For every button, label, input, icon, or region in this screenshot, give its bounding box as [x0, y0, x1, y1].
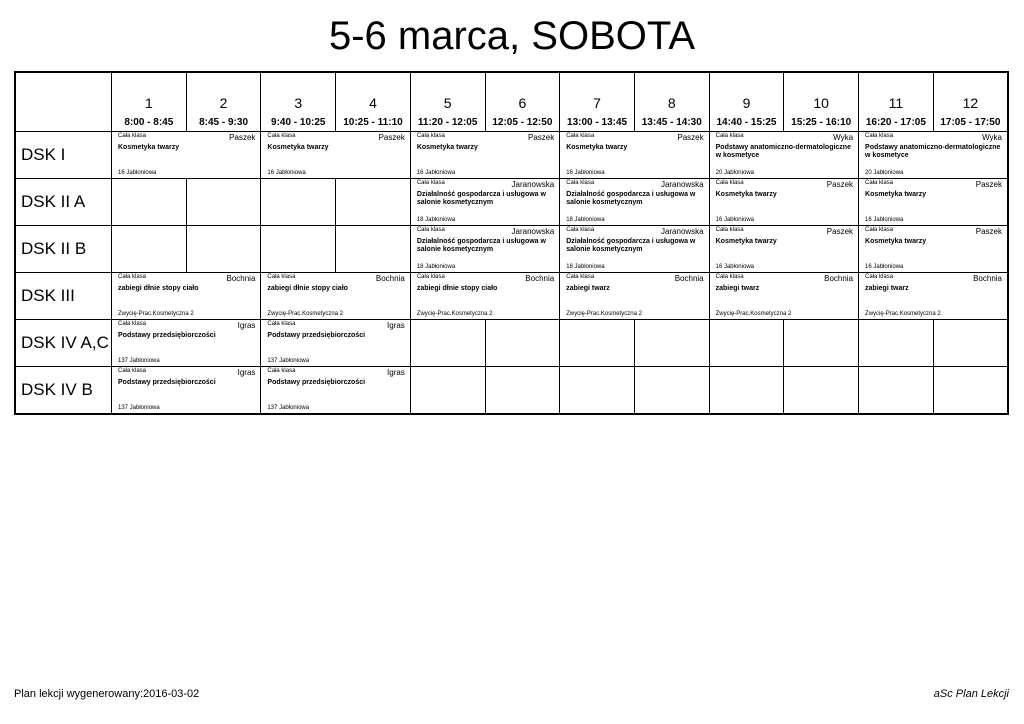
lesson-teacher: Wyka — [833, 133, 854, 142]
lesson-room: 18 Jabłoniowa — [566, 217, 605, 223]
lesson-room: Zwycię-Prac.Kosmetyczna 2 — [416, 311, 493, 317]
lesson-subject: zabiegi dłnie stopy ciało — [416, 285, 498, 292]
lesson-group: Cała klasa — [715, 274, 744, 280]
period-time: 13:45 - 14:30 — [641, 117, 702, 128]
lesson-room: Zwycię-Prac.Kosmetyczna 2 — [865, 311, 941, 317]
period-number: 12 — [962, 95, 979, 111]
period-number: 7 — [593, 95, 601, 111]
period-number: 2 — [219, 95, 228, 111]
page-title: 5-6 marca, SOBOTA — [328, 14, 695, 58]
lesson-teacher: Jaranowska — [511, 180, 555, 189]
period-header-3 — [261, 72, 336, 132]
lesson-subject: Działalność gospodarcza i usługowa w salonie kosmetycznym — [416, 238, 546, 253]
lesson-teacher: Igras — [387, 368, 405, 377]
empty-slot — [709, 367, 784, 415]
lesson-teacher: Igras — [237, 368, 256, 377]
period-header-1 — [112, 72, 187, 132]
class-row — [15, 367, 1008, 415]
empty-slot — [634, 320, 709, 367]
empty-slot — [410, 367, 485, 415]
lesson-room: 16 Jabłoniowa — [267, 170, 306, 176]
period-number: 11 — [888, 95, 904, 111]
period-header-9 — [709, 72, 784, 132]
class-name: DSK III — [15, 273, 112, 320]
lesson-room: Zwycię-Prac.Kosmetyczna 2 — [118, 311, 194, 317]
lesson-group: Cała klasa — [566, 180, 595, 186]
lesson-group: Cała klasa — [267, 133, 296, 139]
lesson-subject: Kosmetyka twarzy — [865, 191, 927, 198]
lesson-cell[interactable] — [410, 226, 559, 273]
empty-slot — [933, 367, 1008, 415]
lesson-subject: Podstawy anatomiczno-dermatologiczne w kosmetyce — [865, 144, 1001, 159]
period-time: 8:00 - 8:45 — [124, 117, 174, 128]
lesson-subject: Kosmetyka twarzy — [416, 144, 478, 151]
lesson-teacher: Bochnia — [525, 274, 555, 283]
lesson-teacher: Paszek — [975, 227, 1002, 236]
period-time: 15:25 - 16:10 — [791, 117, 852, 128]
lesson-cell[interactable] — [261, 273, 410, 320]
lesson-room: 16 Jabłoniowa — [416, 170, 456, 176]
empty-slot — [859, 367, 934, 415]
period-time: 11:20 - 12:05 — [417, 117, 478, 128]
lesson-teacher: Paszek — [975, 180, 1002, 189]
lesson-teacher: Bochnia — [973, 274, 1002, 283]
empty-slot — [634, 367, 709, 415]
empty-slot — [261, 179, 336, 226]
period-time: 13:00 - 13:45 — [567, 117, 628, 128]
lesson-room: Zwycię-Prac.Kosmetyczna 2 — [267, 311, 344, 317]
lesson-cell[interactable] — [709, 273, 858, 320]
lesson-group: Cała klasa — [267, 368, 296, 374]
lesson-teacher: Bochnia — [226, 274, 256, 283]
lesson-cell[interactable] — [112, 273, 261, 320]
lesson-cell[interactable] — [709, 179, 858, 226]
lesson-cell[interactable] — [112, 132, 261, 179]
lesson-teacher: Wyka — [982, 133, 1002, 142]
empty-slot — [485, 367, 560, 415]
class-row — [15, 320, 1008, 367]
lesson-subject: zabiegi twarz — [865, 285, 909, 292]
lesson-room: 16 Jabłoniowa — [865, 217, 904, 223]
lesson-subject: zabiegi twarz — [715, 285, 760, 292]
lesson-group: Cała klasa — [865, 274, 894, 280]
lesson-room: 16 Jabłoniowa — [715, 217, 754, 223]
lesson-subject: Działalność gospodarcza i usługowa w salonie kosmetycznym — [566, 191, 696, 206]
class-name: DSK IV B — [15, 367, 112, 415]
empty-slot — [933, 320, 1008, 367]
lesson-teacher: Igras — [387, 321, 405, 330]
lesson-teacher: Jaranowska — [660, 180, 704, 189]
empty-slot — [336, 226, 411, 273]
period-header-2 — [186, 72, 261, 132]
lesson-teacher: Bochnia — [375, 274, 405, 283]
lesson-subject: zabiegi dłnie stopy ciało — [118, 285, 199, 292]
lesson-teacher: Paszek — [229, 133, 256, 142]
class-name: DSK II A — [15, 179, 112, 226]
lesson-cell[interactable] — [859, 273, 1008, 320]
timetable-header-row — [15, 72, 1008, 132]
lesson-teacher: Paszek — [826, 227, 854, 236]
lesson-teacher: Paszek — [826, 180, 854, 189]
lesson-group: Cała klasa — [566, 133, 595, 139]
lesson-cell[interactable] — [560, 273, 709, 320]
lesson-room: 16 Jabłoniowa — [715, 264, 754, 270]
lesson-room: 20 Jabłoniowa — [865, 170, 904, 176]
period-header-6 — [485, 72, 560, 132]
lesson-room: 20 Jabłoniowa — [715, 170, 754, 176]
lesson-room: 137 Jabłoniowa — [118, 405, 160, 411]
lesson-cell[interactable] — [112, 367, 261, 415]
lesson-cell[interactable] — [261, 132, 410, 179]
lesson-subject: Podstawy anatomiczno-dermatologiczne w kosmetyce — [715, 144, 851, 159]
period-time: 8:45 - 9:30 — [199, 117, 249, 128]
lesson-group: Cała klasa — [865, 227, 894, 233]
empty-slot — [485, 320, 560, 367]
lesson-group: Cała klasa — [566, 274, 595, 280]
period-time: 9:40 - 10:25 — [271, 117, 326, 128]
period-time: 17:05 - 17:50 — [940, 117, 1001, 128]
lesson-cell[interactable] — [410, 132, 559, 179]
lesson-cell[interactable] — [410, 273, 559, 320]
lesson-teacher: Igras — [237, 321, 256, 330]
lesson-subject: Kosmetyka twarzy — [715, 191, 777, 198]
period-number: 5 — [443, 95, 452, 111]
lesson-cell[interactable] — [859, 132, 1008, 179]
lesson-subject: Podstawy przedsiębiorczości — [267, 379, 366, 386]
period-number: 3 — [294, 95, 303, 111]
lesson-room: 16 Jabłoniowa — [566, 170, 605, 176]
period-number: 8 — [667, 95, 676, 111]
lesson-cell[interactable] — [261, 320, 410, 367]
period-time: 16:20 - 17:05 — [865, 117, 926, 128]
lesson-room: Zwycię-Prac.Kosmetyczna 2 — [566, 311, 642, 317]
period-header-5 — [410, 72, 485, 132]
empty-slot — [112, 226, 187, 273]
lesson-subject: Kosmetyka twarzy — [118, 144, 180, 151]
period-number: 10 — [813, 95, 829, 111]
lesson-cell[interactable] — [709, 226, 858, 273]
lesson-group: Cała klasa — [566, 227, 595, 233]
lesson-subject: Podstawy przedsiębiorczości — [118, 332, 216, 339]
empty-slot — [784, 367, 859, 415]
empty-slot — [560, 320, 635, 367]
period-number: 1 — [144, 95, 153, 111]
period-header-8 — [634, 72, 709, 132]
lesson-room: 137 Jabłoniowa — [267, 358, 310, 364]
period-header-12 — [933, 72, 1008, 132]
class-name: DSK IV A,C — [15, 320, 112, 367]
lesson-teacher: Jaranowska — [511, 227, 555, 236]
period-time: 14:40 - 15:25 — [716, 117, 777, 128]
lesson-subject: zabiegi dłnie stopy ciało — [267, 285, 348, 292]
lesson-subject: Kosmetyka twarzy — [715, 238, 777, 245]
empty-slot — [859, 320, 934, 367]
lesson-subject: Działalność gospodarcza i usługowa w salonie kosmetycznym — [416, 191, 546, 206]
lesson-cell[interactable] — [709, 132, 858, 179]
lesson-group: Cała klasa — [715, 133, 744, 139]
empty-slot — [112, 179, 187, 226]
empty-slot — [336, 179, 411, 226]
lesson-teacher: Bochnia — [674, 274, 704, 283]
empty-slot — [186, 226, 261, 273]
lesson-teacher: Jaranowska — [660, 227, 704, 236]
timetable-corner-cell — [15, 72, 112, 132]
class-name: DSK II B — [15, 226, 112, 273]
period-number: 6 — [518, 95, 527, 111]
lesson-room: 18 Jabłoniowa — [566, 264, 605, 270]
app-credit-label: aSc Plan Lekcji — [933, 688, 1009, 700]
lesson-cell[interactable] — [410, 179, 559, 226]
period-header-10 — [784, 72, 859, 132]
lesson-subject: Działalność gospodarcza i usługowa w salonie kosmetycznym — [566, 238, 696, 253]
lesson-cell[interactable] — [261, 367, 410, 415]
lesson-cell[interactable] — [112, 320, 261, 367]
lesson-group: Cała klasa — [715, 180, 744, 186]
lesson-teacher: Paszek — [677, 133, 704, 142]
lesson-subject: Podstawy przedsiębiorczości — [267, 332, 366, 339]
lesson-room: Zwycię-Prac.Kosmetyczna 2 — [715, 311, 792, 317]
lesson-group: Cała klasa — [118, 368, 147, 374]
lesson-group: Cała klasa — [118, 133, 147, 139]
class-row — [15, 179, 1008, 226]
empty-slot — [784, 320, 859, 367]
lesson-subject: Kosmetyka twarzy — [267, 144, 329, 151]
lesson-group: Cała klasa — [416, 180, 445, 186]
period-header-4 — [336, 72, 411, 132]
lesson-room: 137 Jabłoniowa — [267, 405, 310, 411]
period-number: 4 — [369, 95, 377, 111]
period-time: 10:25 - 11:10 — [343, 117, 403, 128]
class-row — [15, 226, 1008, 273]
lesson-room: 16 Jabłoniowa — [118, 170, 157, 176]
lesson-group: Cała klasa — [416, 133, 445, 139]
lesson-teacher: Bochnia — [824, 274, 854, 283]
empty-slot — [261, 226, 336, 273]
period-header-11 — [859, 72, 934, 132]
timetable — [14, 71, 1009, 415]
lesson-cell[interactable] — [560, 226, 709, 273]
empty-slot — [186, 179, 261, 226]
lesson-group: Cała klasa — [715, 227, 744, 233]
lesson-group: Cała klasa — [416, 227, 445, 233]
lesson-cell[interactable] — [859, 226, 1008, 273]
empty-slot — [410, 320, 485, 367]
empty-slot — [560, 367, 635, 415]
lesson-subject: zabiegi twarz — [566, 285, 610, 292]
lesson-group: Cała klasa — [416, 274, 445, 280]
generated-date-label: Plan lekcji wygenerowany:2016-03-02 — [14, 688, 200, 700]
class-row — [15, 273, 1008, 320]
period-number: 9 — [742, 95, 751, 111]
lesson-subject: Podstawy przedsiębiorczości — [118, 379, 216, 386]
lesson-group: Cała klasa — [865, 180, 894, 186]
class-row — [15, 132, 1008, 179]
empty-slot — [709, 320, 784, 367]
lesson-teacher: Paszek — [378, 133, 405, 142]
period-header-7 — [560, 72, 635, 132]
period-time: 12:05 - 12:50 — [492, 117, 553, 128]
lesson-cell[interactable] — [859, 179, 1008, 226]
lesson-group: Cała klasa — [118, 274, 147, 280]
lesson-room: 137 Jabłoniowa — [118, 358, 160, 364]
lesson-cell[interactable] — [560, 132, 709, 179]
class-name: DSK I — [15, 132, 112, 179]
lesson-group: Cała klasa — [267, 321, 296, 327]
lesson-room: 16 Jabłoniowa — [865, 264, 904, 270]
lesson-group: Cała klasa — [865, 133, 894, 139]
lesson-teacher: Paszek — [527, 133, 555, 142]
lesson-room: 18 Jabłoniowa — [416, 217, 456, 223]
lesson-group: Cała klasa — [267, 274, 296, 280]
lesson-room: 18 Jabłoniowa — [416, 264, 456, 270]
lesson-subject: Kosmetyka twarzy — [865, 238, 927, 245]
lesson-cell[interactable] — [560, 179, 709, 226]
lesson-subject: Kosmetyka twarzy — [566, 144, 628, 151]
lesson-group: Cała klasa — [118, 321, 147, 327]
